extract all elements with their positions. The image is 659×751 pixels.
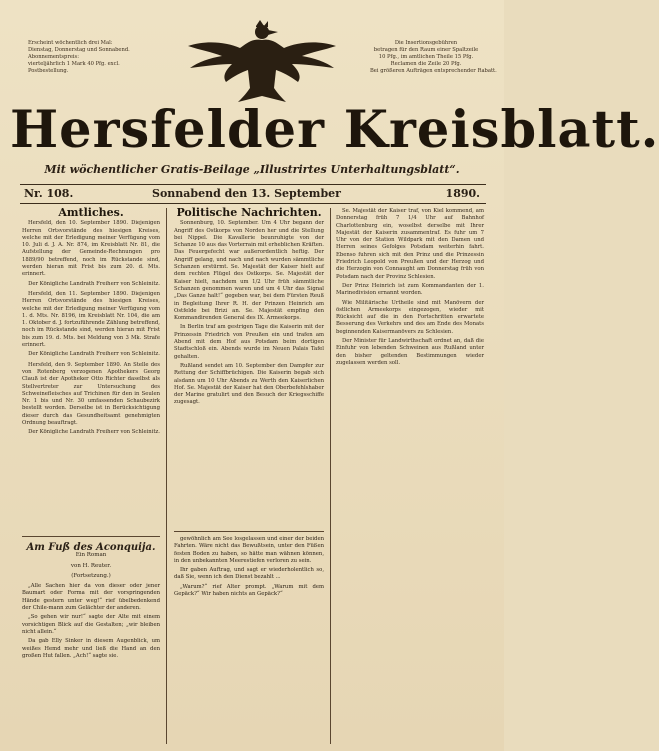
notice-paragraph: Hersfeld, den 10. September 1890. Diejenigen Herren Ortsvorstände des hiesigen Kreises, welche mit der Erledigung meiner Verfügung vom 10. Juli d. J. A. Nr. 874, im Kreisblatt Nr. 81, die Aufstellung der Gemeinde-Rechnungen pro 1889/90 betreffend, noch im Rückstande sind, werden hieran mit Frist bis zum 20. d. Mts. erinnert. (22, 220, 160, 278)
news-paragraph: Rußland sendet am 10. September den Dampfer zur Rettung der Schiffbrüchigen. Die Kaiserin begab sich alsdann um 10 Uhr Abends zu Werth den Kaiserlichen Hof. Se. Majestät der Kaiser hat den Oberbefehlshaber der Marine gratulirt und den Besuch der Kriegsschiffe zugesagt. (174, 362, 324, 406)
section-divider (174, 531, 324, 532)
news-paragraph: Se. Majestät der Kaiser traf, von Kiel kommend, am Donnerstag früh 7 1/4 Uhr auf Bahnhof Charlottenburg ein, woselbst derselbe mit Ihrer Majestät der Kaiserin zusammentraf. Es fuhr um 7 Uhr von der Station Wildpark mit den Damen und Herren seines Gefolges Potsdam weiterhin fahrt. Ebenso fuhren sich mit den Prinz und die Prinzessin Friedrich Leopold von Preußen und der Herzog und die Herzogin von Connaught am Donnerstag früh von Potsdam nach der Provinz Schlesien. (336, 208, 484, 280)
eagle-emblem-icon (182, 18, 342, 104)
info-line: Postbestellung. (28, 68, 69, 74)
feuilleton-title: Am Fuß des Aconquija. (26, 542, 156, 553)
info-line: Reclamen die Zeile 20 Pfg. (390, 61, 462, 67)
info-line: betragen für den Raum einer Spaltzeile (373, 47, 479, 53)
column-divider (166, 208, 167, 744)
news-paragraph: In Berlin traf am gestrigen Tage die Kaiserin mit der Prinzessin Friedrich von Preußen ein und trafen am Abend mit dem Hof aus Potsdam beim dortigen Stadtschloß ein. Abends wurde im Neuen Palais Tafel gehalten. (174, 324, 324, 360)
news-paragraph: Der Prinz Heinrich ist zum Kommandanten der 1. Marinedivision ernannt worden. (336, 282, 484, 297)
feuilleton-paragraph: Ihr gaben Auftrag, und sagt er wiederholentlich so, daß Sie, wenn ich den Dienst bezahlt ... (174, 567, 324, 581)
feuilleton-section (22, 544, 160, 744)
advertising-rates-box (370, 40, 497, 75)
emperor-news-column (336, 208, 484, 738)
news-paragraph: Sonnenburg, 10. September. Um 4 Uhr begann der Angriff des Ostkorps von Norden her und die Stellung bei Nippel. Die Kavallerie beunruhigte von der Schanze 10 aus das Vorterrain mit erheblichen Kräften. Das Feuergefecht war außerordentlich heftig. Der Angriff gelang, und nach und nach wurden sämmtliche Schanzen erstürmt. Se. Majestät der Kaiser hielt auf dem rechten Flügel des Ostkorps. Se. Majestät der Kaiser hielt, nachdem um 1/2 Uhr früh sämmtliche Schanzen genommen waren und um 4 Uhr das Signal „Das Ganze halt!“ gegeben war, bei dem Fürsten Reuß in Begleitung Ihrer R. H. der Prinzen Heinrich am Ostfelde bei Brizi an. Se. Majestät empfing den Kommandirenden General des IX. Armeekorps. (174, 220, 324, 322)
political-news-column (174, 208, 324, 530)
section-divider (22, 536, 160, 537)
feuilleton-author: von H. Reuter. (70, 562, 112, 569)
info-line: 10 Pfg., im amtlichen Theile 15 Pfg. (378, 54, 474, 60)
issue-year: 1890. (445, 187, 480, 200)
feuilleton-paragraph: „Warum?“ rief Alter prompt. „Warum mit dem Gepäck?“ Wir haben nichts an Gepäck?“ (174, 583, 324, 598)
notice-paragraph: Hersfeld, den 9. September 1890. An Stelle des von Rotenberg verzogenen Apothekers Georg Clauß ist der Apotheker Otto Richter daselbst als Stellvertreter zur Untersuchung des Schweinefleisches auf Trichinen für den in Seulen Nr. 1 bis und Nr. 30 umfassenden Schaubezirk bestellt worden. Derselbe ist in Berücksichtigung dieser durch das Gesundheitsamt genehmigten Ordnung beauftragt. (22, 361, 160, 427)
info-line: Erscheint wöchentlich drei Mal: (28, 40, 113, 46)
feuilleton-paragraph: „So gehen wir nur!“ sagte der Alte mit einem vorsichtigen Blick auf die Gestalten; „wir bleiben nicht allein.“ (22, 614, 160, 635)
official-notices-column (22, 208, 160, 448)
section-heading: Politische Nachrichten. (176, 206, 322, 219)
feuilleton-continuation (174, 536, 324, 744)
info-line: Abonnementspreis: (28, 54, 79, 60)
newspaper-subtitle: Mit wöchentlicher Gratis-Beilage „Illustrirtes Unterhaltungsblatt“. (44, 163, 460, 176)
notice-signature: Der Königliche Landrath Freiherr von Schleinitz. (28, 280, 160, 287)
issue-date: Sonnabend den 13. September (152, 187, 341, 200)
notice-signature: Der Königliche Landrath Freiherr von Schleinitz. (28, 351, 160, 358)
column-divider (330, 208, 331, 744)
subscription-info-box (28, 40, 138, 75)
feuilleton-paragraph: Da gab Elly Sinker in diesem Augenblick, um weißes Hemd mehr und ließ die Hand an den großen Hut fallen. „Ach!“ sagte sie. (22, 638, 160, 659)
section-heading: Amtliches. (58, 206, 124, 219)
info-line: Die Insertionsgebühren (394, 40, 458, 46)
feuilleton-genre: Ein Roman (75, 552, 107, 559)
notice-signature: Der Königliche Landrath Freiherr von Schleinitz. (28, 429, 160, 436)
feuilleton-note: (Fortsetzung.) (71, 572, 111, 579)
news-paragraph: Der Minister für Landwirthschaft ordnet an, daß die Einfuhr von lebenden Schweinen aus Rußland unter den bisher geltenden Bestimmungen wieder zugelassen werden soll. (336, 338, 484, 366)
news-paragraph: Wie Militärische Urtheile sind mit Manövern der östlichen Armeekorps eingezogen, wieder mit Rücksicht auf die in den Fortschritten erwartete Besserung des Verkehrs und des am Ende des Monats beginnenden Kaisermanövers zu Schlesien. (336, 299, 484, 335)
feuilleton-paragraph: „Alle Sachen hier da von dieser oder jener Baumart oder Forma mit der vorspringenden Hände gestern unter weg!“ rief übelbedenkend der Chile-mann zum Gelächter der anderen. (22, 583, 160, 612)
feuilleton-paragraph: gewöhnlich am See losgelassen und einer der beiden Fahrten. Wäre nicht das Bewußtsein, unter den Füßen festen Boden zu haben, so hätte man wähnen können, in den unbekannten Meerestiefen verloren zu sein. (174, 536, 324, 564)
issue-number: Nr. 108. (24, 187, 74, 200)
info-line: Dienstag, Donnerstag und Sonnabend. (28, 47, 130, 53)
newspaper-title: Hersfelder Kreisblatt. (10, 100, 659, 160)
issue-info-bar (20, 184, 486, 204)
notice-paragraph: Hersfeld, den 11. September 1890. Diejenigen Herren Ortsvorstände des hiesigen Kreises, welche mit der Erledigung meiner Verfügung vom 1. d. Mts. Nr. 8196, im Kreisblatt Nr. 104, die am 1. Oktober d. J. fortzuführende Zählung betreffend, noch im Rückstande sind, werden hieran mit Frist bis zum 19. d. Mts. bei Meldung von 3 Mk. Strafe erinnert. (22, 290, 160, 349)
info-line: Bei größeren Aufträgen entsprechender Rabatt. (370, 68, 497, 74)
info-line: vierteljährlich 1 Mark 40 Pfg. excl. (28, 61, 120, 67)
